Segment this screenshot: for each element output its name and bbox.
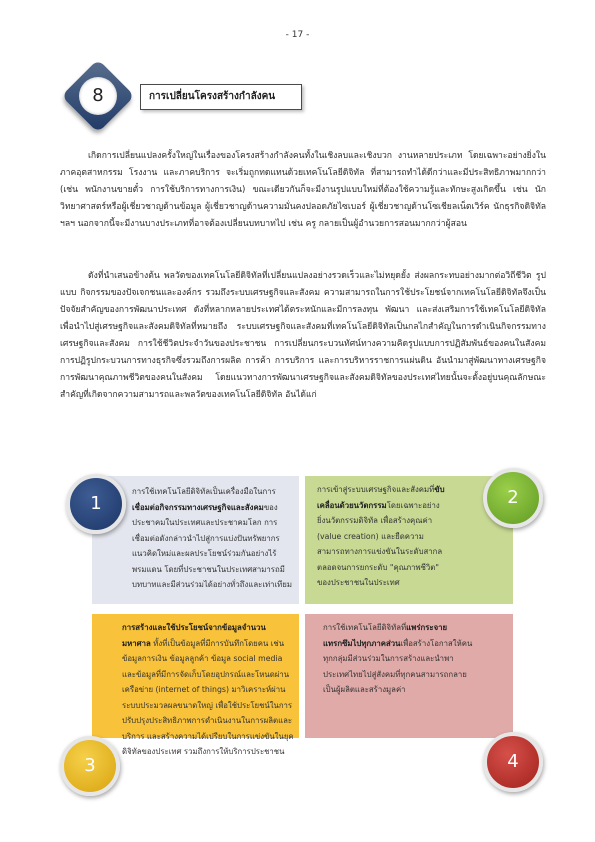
number-circle-1: 1	[66, 474, 126, 534]
page-number: - 17 -	[285, 30, 310, 40]
number-circle-4: 4	[483, 732, 543, 792]
feature-box-3-highlight: การสร้างและใช้ประโยชน์จากข้อมูลจำนวนมหาศาล	[122, 623, 266, 648]
number-circle-2: 2	[483, 468, 543, 528]
feature-box-4	[305, 614, 513, 738]
paragraph-2	[60, 268, 546, 404]
feature-box-3-body: ทั้งที่เป็นข้อมูลที่มีการบันทึกโดยคน เช่น ข้อมูลการเงิน ข้อมูลลูกค้า ข้อมูล social media และข้อมูลที่มีการจัดเก็บโดยอุปกรณ์และโหนดผ่านเครือข่าย (internet of things) มาวิเคราะห์ผ่านระบบประมวลผลขนาดใหญ่ เพื่อใช้ประโยชน์ในการปรับปรุงประสิทธิภาพการดำเนินงานในการผลิตและบริการ และสร้างความได้เปรียบในการแข่งขันในยุคดิจิทัลของประเทศ รวมถึงการให้บริการประชาชน	[122, 638, 294, 756]
feature-box-1-intro: การใช้เทคโนโลยีดิจิทัลเป็นเครื่องมือในการ	[132, 487, 276, 496]
feature-box-1-text	[132, 484, 292, 593]
number-circle-3: 3	[60, 736, 120, 796]
feature-box-4-highlight: แพร่กระจายแทรกซึมไปทุกภาคส่วน	[323, 623, 448, 648]
paragraph-1-text: เกิดการเปลี่ยนแปลงครั้งใหญ่ในเรื่องของโครงสร้างกำลังคนทั้งในเชิงลบและเชิงบวก งานหลายประเภท โดยเฉพาะอย่างยิ่งในภาคอุตสาหกรรม โรงงาน และภาคบริการ จะเริ่มถูกทดแทนด้วยเทคโนโลยีดิจิทัล ที่สามารถทำได้ดีกว่าและมีประสิทธิภาพมากกว่า (เช่น พนักงานขายตั๋ว การใช้บริการทางการเงิน) ขณะเดียวกันก็จะมีงานรูปแบบใหม่ที่ต้องใช้ความรู้และทักษะสูงเกิดขึ้น เช่น นักวิทยาศาสตร์หรือผู้เชี่ยวชาญด้านข้อมูล ผู้เชี่ยวชาญด้านความมั่นคงปลอดภัยไซเบอร์ ผู้เชี่ยวชาญด้านโซเชียลเน็ตเวิร์ค นักธุรกิจดิจิทัล ฯลฯ นอกจากนี้จะมีงานบางประเภทที่อาจต้องเปลี่ยนบทบาทไป เช่น ครู กลายเป็นผู้อำนวยการสอนมากกว่าผู้สอน	[60, 151, 546, 229]
feature-box-4-text	[323, 620, 473, 698]
feature-box-1-highlight: เชื่อมต่อกิจกรรมทางเศรษฐกิจและสังคม	[132, 502, 264, 512]
feature-box-2-intro: การเข้าสู่ระบบเศรษฐกิจและสังคมที่	[317, 485, 435, 494]
feature-box-3	[92, 614, 299, 756]
feature-box-2-body: โดยเฉพาะอย่างยิ่งนวัตกรรมดิจิทัล เพื่อสร้างคุณค่า (value creation) และยืดความสามารถทางการแข่งขันในระดับสากล ตลอดจนการยกระดับ "คุณภาพชีวิต" ของประชาชนในประเทศ	[317, 500, 443, 587]
feature-box-1-body: ของประชาคมในประเทศและประชาคมโลก การเชื่อมต่อดังกล่าวนำไปสู่การแบ่งปันทรัพยากร แนวคิดใหม่และผลประโยชน์ร่วมกันอย่างไร้พรมแดน โดยที่ประชาชนในประเทศสามารถมีบทบาทและมีส่วนร่วมได้อย่างทั่วถึงและเท่าเทียม	[132, 502, 293, 589]
paragraph-1	[60, 148, 546, 233]
section-header	[60, 62, 320, 132]
section-title-box	[140, 84, 302, 110]
feature-box-4-body: เพื่อสร้างโอกาสให้คนทุกกลุ่มมีส่วนร่วมในการสร้างและนำพาประเทศไทยไปสู่สังคมที่ทุกคนสามารถกลายเป็นผู้ผลิตและสร้างมูลค่า	[323, 638, 473, 694]
paragraph-2-text: ดังที่นำเสนอข้างต้น พลวัตของเทคโนโลยีดิจิทัลที่เปลี่ยนแปลงอย่างรวดเร็วและไม่หยุดยั้ง ส่งผลกระทบอย่างมากต่อวิถีชีวิต รูปแบบ กิจกรรมของปัจเจกชนและองค์กร รวมถึงระบบเศรษฐกิจและสังคม ความสามารถในการใช้ประโยชน์จากเทคโนโลยีดิจิทัลจึงเป็นปัจจัยสำคัญของการพัฒนาประเทศ ดังที่หลากหลายประเทศได้ตระหนักและมีการลงทุน พัฒนา และส่งเสริมการใช้เทคโนโลยีดิจิทัล เพื่อนำไปสู่เศรษฐกิจและสังคมดิจิทัลที่หมายถึง ระบบเศรษฐกิจและสังคมที่เทคโนโลยีดิจิทัลเป็นกลไกสำคัญในการดำเนินกิจกรรมทางเศรษฐกิจและสังคม การใช้ชีวิตประจำวันของประชาชน การเปลี่ยนกระบวนทัศน์ทางความคิดรูปแบบการปฏิสัมพันธ์ของคนในสังคม การปฏิรูปกระบวนการทางธุรกิจซึ่งรวมถึงการผลิต การค้า การบริการ และการบริหารราชการแผ่นดิน อันนำมาสู่พัฒนาทางเศรษฐกิจการพัฒนาคุณภาพชีวิตของคนในสังคม โดยแนวทางการพัฒนาเศรษฐกิจและสังคมดิจิทัลของประเทศไทยนั้นจะตั้งอยู่บนคุณลักษณะสำคัญที่เกิดจากความสามารถและพลวัตของเทคโนโลยีดิจิทัล อันได้แก่	[60, 271, 546, 400]
feature-box-2	[305, 476, 513, 604]
section-number: 8	[92, 85, 104, 106]
feature-box-2-text	[317, 482, 445, 591]
feature-box-3-text	[122, 620, 294, 760]
feature-box-2-highlight: ขับเคลื่อนด้วยนวัตกรรม	[317, 485, 445, 510]
section-title: การเปลี่ยนโครงสร้างกำลังคน	[149, 91, 276, 102]
feature-box-4-intro: การใช้เทคโนโลยีดิจิทัลที่	[323, 623, 407, 632]
